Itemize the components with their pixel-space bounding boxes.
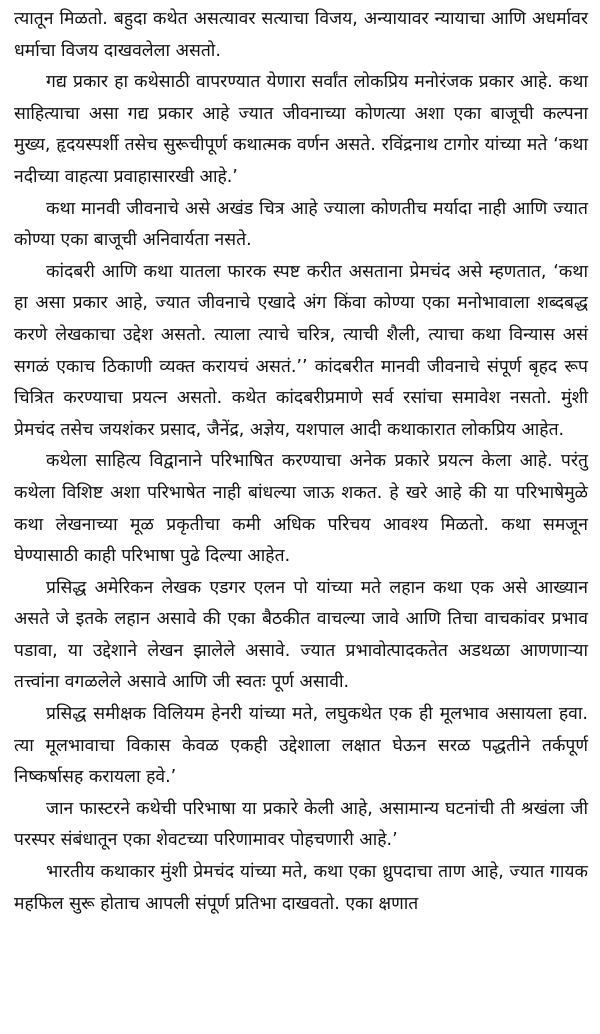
paragraph-prose-form: गद्य प्रकार हा कथेसाठी वापरण्यात येणारा सर्वांत लोकप्रिय मनोरंजक प्रकार आहे. कथा साहित्याचा असा गद्य प्रकार आहे ज्यात जीवनाच्या कोणत्या अशा एका बाजूची कल्पना मुख्य, हृदयस्पर्शी तसेच सुरूचीपूर्ण कथात्मक वर्णन असते. रविंद्रनाथ टागोर यांच्या मते ‘कथा नदीच्या वाहत्या प्रवाहासारखी आहे.’ [14, 72, 588, 187]
paragraph-edgar-allan-poe: प्रसिद्ध अमेरिकन लेखक एडगर एलन पो यांच्या मते लहान कथा एक असे आख्यान असते जे इतके लहान असावे की एका बैठकीत वाचल्या जावे आणि तिचा वाचकांवर प्रभाव पडावा, या उद्देशाने लेखन झालेले असावे. ज्यात प्रभावोत्पादकतेत अडथळा आणणाऱ्या तत्त्वांना वगळलेले असावे आणि जी स्वतः पूर्ण असावी. [14, 577, 588, 693]
document-page [14, 4, 588, 920]
paragraph-continuation: त्यातून मिळतो. बहुदा कथेत असत्यावर सत्याचा विजय, अन्यायावर न्यायाचा आणि अधर्मावर धर्माचा विजय दाखवलेला असतो. [14, 9, 588, 61]
paragraph-john-foster: जान फास्टरने कथेची परिभाषा या प्रकारे केली आहे, असामान्य घटनांची ती श्रखंला जी परस्पर संबंधातून एका शेवटच्या परिणामावर पोहचणारी आहे.’ [14, 798, 588, 851]
paragraph-william-henry: प्रसिद्ध समीक्षक विलियम हेनरी यांच्या मते, लघुकथेत एक ही मूलभाव असायला हवा. त्या मूलभावाचा विकास केवळ एकही उद्देशाला लक्षात घेऊन सरळ पद्धतीने तर्कपूर्ण निष्कर्षासह करायला हवे.’ [14, 704, 588, 788]
paragraph-novel-vs-story: कांदबरी आणि कथा यातला फारक स्पष्ट करीत असताना प्रेमचंद असे म्हणतात, ‘कथा हा असा प्रकार आहे, ज्यात जीवनाचे एखादे अंग किंवा कोण्या एका मनोभावाला शब्दबद्ध करणे लेखकाचा उद्देश असतो. त्याला त्याचे चरित्र, त्याची शैली, त्याचा कथा विन्यास असं सगळं एकाच ठिकाणी व्यक्त करायचं असतं.’’ कांदबरीत मानवी जीवनाचे संपूर्ण बृहद रूप चित्रित करण्याचा प्रयत्न असतो. कथेत कांदबरीप्रमाणे सर्व रसांचा समावेश नसतो. मुंशी प्रेमचंद तसेच जयशंकर प्रसाद, जैनेंद्र, अज्ञेय, यशपाल आदी कथाकारात लोकप्रिय आहेत. [14, 261, 588, 440]
paragraph-definitions-intro: कथेला साहित्य विद्वानाने परिभाषित करण्याचा अनेक प्रकारे प्रयत्न केला आहे. परंतु कथेला विशिष्ट अशा परिभाषेत नाही बांधल्या जाऊ शकत. हे खरे आहे की या परिभाषेमुळे कथा लेखनाच्या मूळ प्रकृतीचा कमी अधिक परिचय आवश्य मिळतो. कथा समजून घेण्यासाठी काही परिभाषा पुढे दिल्या आहेत. [14, 451, 588, 567]
paragraph-human-life: कथा मानवी जीवनाचे असे अखंड चित्र आहे ज्याला कोणतीच मर्यादा नाही आणि ज्यात कोण्या एका बाजूची अनिवार्यता नसते. [14, 198, 588, 251]
paragraph-premchand: भारतीय कथाकार मुंशी प्रेमचंद यांच्या मते, कथा एका ध्रुपदाचा ताण आहे, ज्यात गायक महफिल सुरू होताच आपली संपूर्ण प्रतिभा दाखवतो. एका क्षणात [14, 862, 588, 914]
